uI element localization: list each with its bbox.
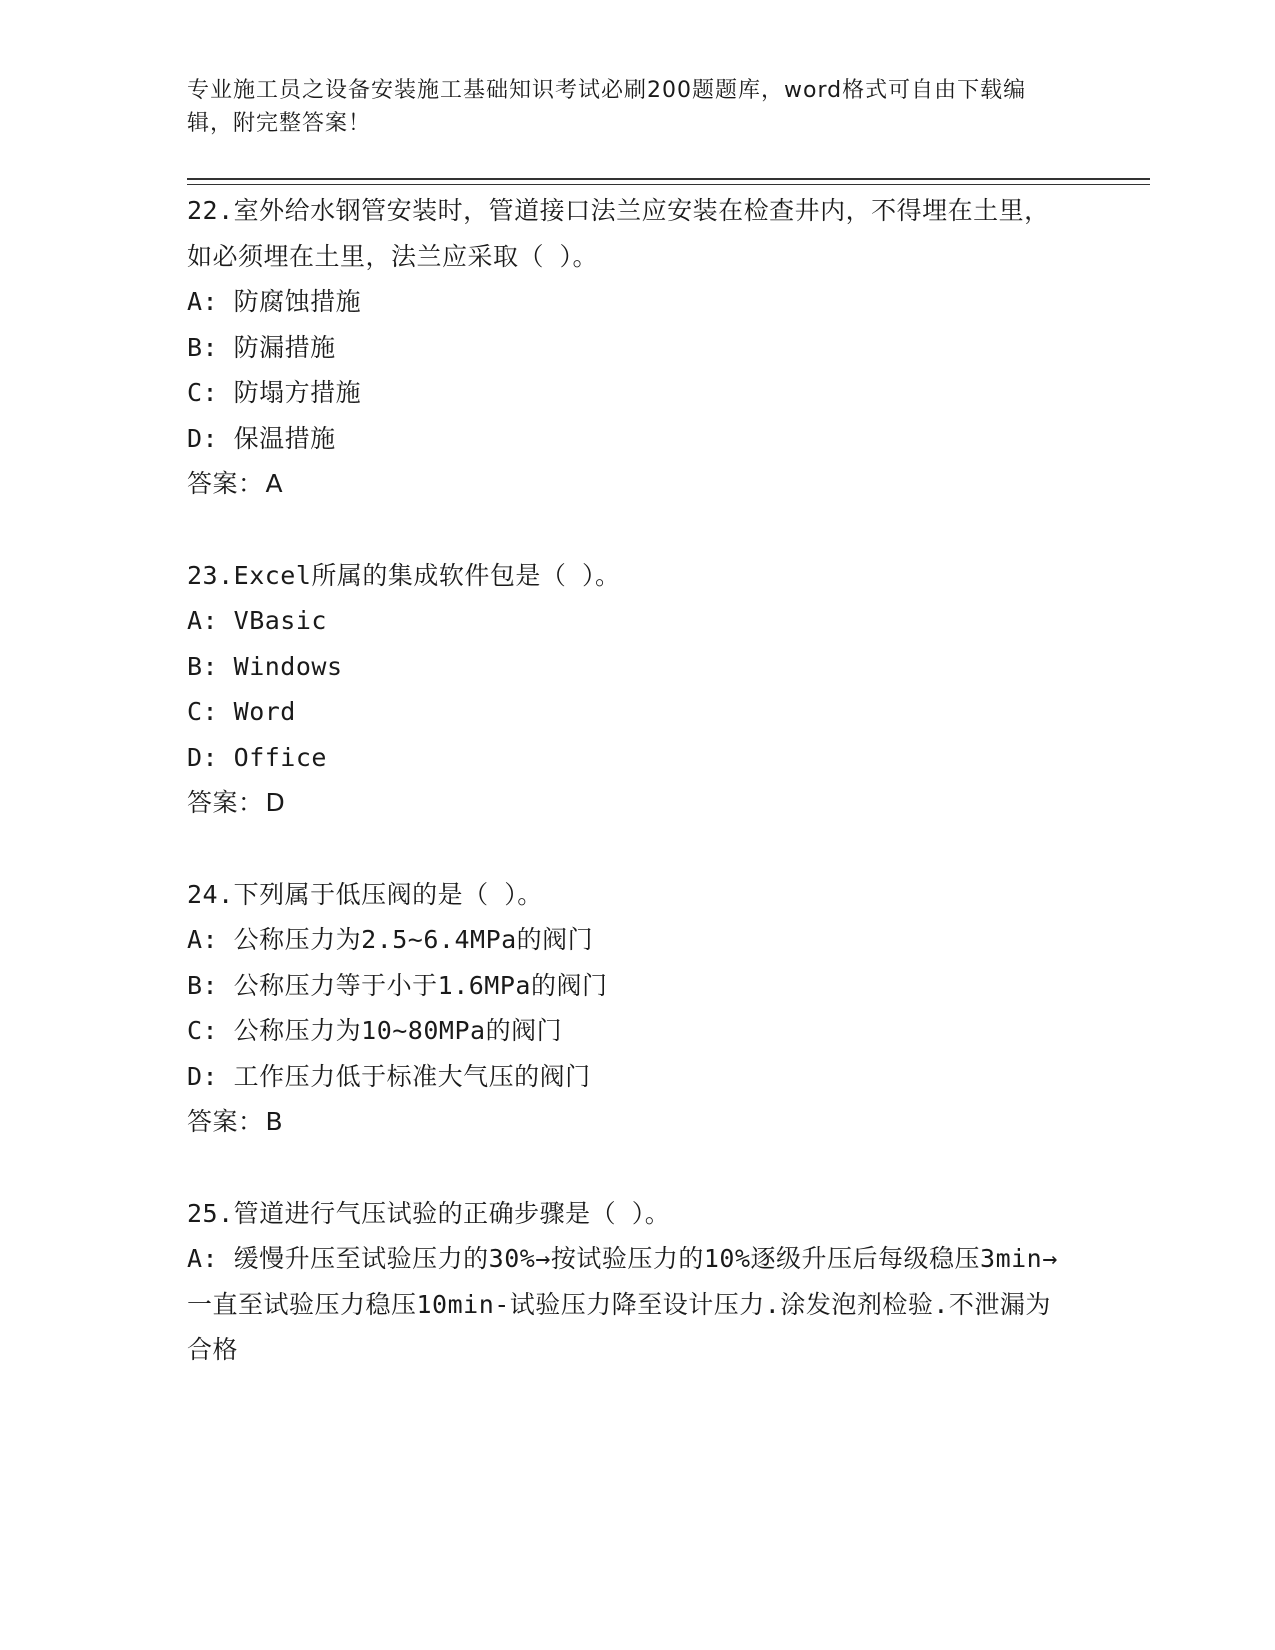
answer-label: 答案： — [187, 469, 264, 498]
option-c: C: 公称压力为10~80MPa的阀门 — [187, 1016, 563, 1045]
option-a: A: 公称压力为2.5~6.4MPa的阀门 — [187, 925, 594, 954]
option-c: C: 防塌方措施 — [187, 378, 362, 407]
answer-line — [187, 1099, 1067, 1145]
answer-label: 答案： — [187, 788, 264, 817]
question-23 — [187, 553, 1067, 826]
header-rule-thick — [187, 178, 1150, 180]
question-25 — [187, 1191, 1067, 1373]
question-stem: 22.室外给水钢管安装时，管道接口法兰应安装在检查井内，不得埋在土里，如必须埋在土里，法兰应采取（ ）。 — [187, 196, 1050, 271]
header-title: 专业施工员之设备安装施工基础知识考试必刷200题题库，word格式可自由下载编辑，附完整答案！ — [187, 78, 1027, 136]
option-a: A: VBasic — [187, 606, 327, 635]
document-header — [187, 74, 1067, 140]
option-c: C: Word — [187, 697, 296, 726]
answer-value: D — [265, 788, 286, 817]
option-a: A: 防腐蚀措施 — [187, 287, 362, 316]
header-rule-thin — [187, 184, 1150, 185]
answer-value: B — [265, 1107, 284, 1136]
answer-line — [187, 461, 1067, 507]
answer-line — [187, 780, 1067, 826]
question-stem: 23.Excel所属的集成软件包是（ ）。 — [187, 560, 621, 590]
option-a: A: 缓慢升压至试验压力的30%→按试验压力的10%逐级升压后每级稳压3min→一直至试验压力稳压10min-试验压力降至设计压力.涂发泡剂检验.不泄漏为合格 — [187, 1244, 1058, 1364]
option-d: D: Office — [187, 742, 327, 772]
question-22 — [187, 188, 1067, 507]
answer-label: 答案： — [187, 1107, 264, 1136]
option-b: B: 公称压力等于小于1.6MPa的阀门 — [187, 970, 608, 1000]
question-24 — [187, 872, 1067, 1145]
question-list — [187, 188, 1067, 1419]
option-b: B: Windows — [187, 651, 343, 681]
option-d: D: 保温措施 — [187, 423, 336, 453]
answer-value: A — [265, 469, 284, 498]
question-stem: 25.管道进行气压试验的正确步骤是（ ）。 — [187, 1198, 671, 1228]
option-d: D: 工作压力低于标准大气压的阀门 — [187, 1061, 591, 1091]
question-stem: 24.下列属于低压阀的是（ ）。 — [187, 879, 543, 909]
option-b: B: 防漏措施 — [187, 332, 336, 362]
